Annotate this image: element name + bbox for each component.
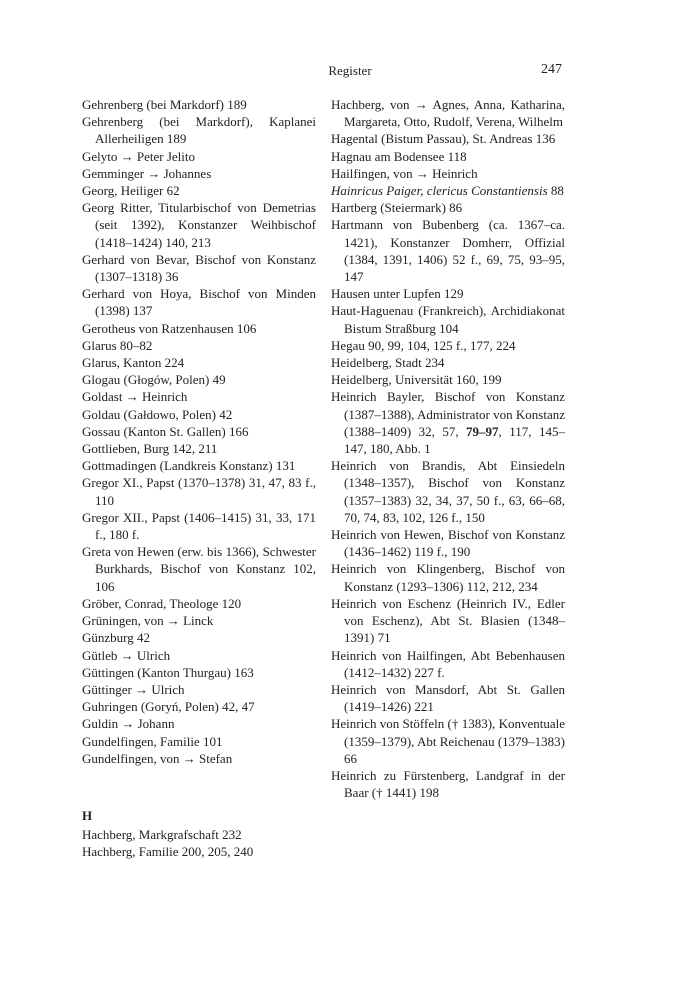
index-entry: [82, 371, 316, 388]
index-entry: [331, 647, 565, 681]
index-entry: [82, 165, 316, 182]
section-letter: H: [82, 807, 93, 823]
index-entry-text: Gehrenberg (bei Markdorf), Kaplanei Allerheiligen 189: [82, 114, 316, 147]
index-entry: [82, 320, 316, 337]
index-entry-text: Goldau (Gałdowo, Polen) 42: [82, 406, 233, 422]
index-entry-text: Hartberg (Steiermark) 86: [331, 200, 463, 216]
index-entry-text: Günzburg 42: [82, 630, 151, 646]
index-entry-text: Hausen unter Lupfen 129: [331, 286, 464, 302]
index-entry: [82, 843, 316, 860]
index-entry-text: Glarus, Kanton 224: [82, 355, 185, 371]
index-entry: [331, 595, 565, 647]
index-entry-text: Glogau (Głogów, Polen) 49: [82, 372, 226, 388]
index-entry: [82, 406, 316, 423]
index-entry: [82, 182, 316, 199]
index-entry: [331, 371, 565, 388]
index-entry-text: Hachberg, von → Agnes, Anna, Katharina, Margareta, Otto, Rudolf, Verena, Wilhelm: [331, 97, 565, 130]
page-header-title: Register: [328, 63, 372, 78]
index-entry-text: Heinrich von Hewen, Bischof von Konstanz (1436–1462) 119 f., 190: [331, 527, 565, 560]
index-entry: [331, 457, 565, 526]
index-entry-text: Gerhard von Hoya, Bischof von Minden (1398) 137: [82, 286, 316, 319]
index-entry: [82, 251, 316, 285]
index-entry-text: Hainricus Paiger, clericus Constantiensis: [331, 183, 548, 199]
index-entry-text: Guldin → Johann: [82, 716, 175, 732]
index-entry-text: 88: [547, 183, 564, 199]
index-entry: [331, 148, 565, 165]
index-entry: [82, 423, 316, 440]
index-entry-text: Goldast → Heinrich: [82, 389, 188, 405]
index-entry-list: [82, 826, 316, 860]
index-entry: [331, 388, 565, 457]
index-entry-text: Gundelfingen, von → Stefan: [82, 750, 233, 766]
index-entry: [331, 681, 565, 715]
index-entry-text: Heinrich von Brandis, Abt Einsiedeln (1348–1357), Bischof von Konstanz (1357–1383) 32, 34, 37, 50 f., 63, 66–68, 70, 74, 83, 102, 126 f., 150: [331, 458, 565, 525]
index-entry: [82, 199, 316, 251]
index-entry: [82, 440, 316, 457]
index-entry-text: Güttingen (Kanton Thurgau) 163: [82, 664, 254, 680]
index-entry: [82, 750, 316, 767]
index-entry-text: Georg, Heiliger 62: [82, 183, 180, 199]
index-entry: [331, 199, 565, 216]
index-entry: [82, 543, 316, 595]
index-entry-text: Heinrich von Klingenberg, Bischof von Konstanz (1293–1306) 112, 212, 234: [331, 561, 565, 594]
index-entry-text: Heidelberg, Universität 160, 199: [331, 372, 502, 388]
index-entry: [82, 595, 316, 612]
index-entry: [82, 733, 316, 750]
index-entry-text: Gerhard von Bevar, Bischof von Konstanz (1307–1318) 36: [82, 251, 316, 285]
index-entry-text: Heinrich von Mansdorf, Abt St. Gallen (1419–1426) 221: [331, 681, 565, 715]
index-entry-text: Güttinger → Ulrich: [82, 681, 185, 697]
index-entry-text: Gregor XII., Papst (1406–1415) 31, 33, 171 f., 180 f.: [82, 509, 316, 543]
index-entry-text: Hachberg, Familie 200, 205, 240: [82, 844, 254, 860]
index-entry-list: [82, 96, 316, 767]
index-entry: [331, 715, 565, 767]
index-entry-text: Heinrich Bayler, Bischof von Konstanz (1387–1388), Administrator von Konstanz (1388–1409) 32, 57,: [331, 389, 565, 439]
index-entry-text: Gregor XI., Papst (1370–1378) 31, 47, 83 f., 110: [82, 475, 316, 508]
index-entry: [82, 826, 316, 843]
index-entry-text: Heinrich von Eschenz (Heinrich IV., Edler von Eschenz), Abt St. Blasien (1348–1391) 71: [331, 595, 565, 646]
index-entry-text: , 117, 145–147, 180, Abb. 1: [344, 423, 565, 457]
index-entry-text: 79–97: [466, 423, 499, 439]
index-entry-text: Gütleb → Ulrich: [82, 647, 171, 663]
index-entry: [82, 612, 316, 629]
index-entry: [331, 337, 565, 354]
index-entry-text: Gerotheus von Ratzenhausen 106: [82, 320, 257, 336]
index-entry: [82, 285, 316, 319]
index-entry-text: Hachberg, Markgrafschaft 232: [82, 827, 242, 843]
index-entry-text: Grüningen, von → Linck: [82, 613, 214, 629]
index-entry-text: Gossau (Kanton St. Gallen) 166: [82, 423, 249, 439]
index-entry: [82, 474, 316, 508]
index-entry: [82, 337, 316, 354]
index-entry-text: Heinrich zu Fürstenberg, Landgraf in der Baar († 1441) 198: [331, 767, 565, 801]
index-entry: [331, 767, 565, 801]
index-entry: [82, 148, 316, 165]
index-entry: [331, 130, 565, 147]
index-entry: [82, 664, 316, 681]
index-entry: [82, 457, 316, 474]
index-entry-text: Hagental (Bistum Passau), St. Andreas 136: [331, 131, 556, 147]
index-entry-list: [331, 96, 565, 801]
index-entry-text: Glarus 80–82: [82, 337, 153, 353]
index-entry: [331, 182, 565, 199]
index-entry: [82, 698, 316, 715]
page-number: 247: [541, 62, 562, 77]
index-entry-text: Georg Ritter, Titularbischof von Demetrias (seit 1392), Konstanzer Weihbischof (1418–1424) 140, 213: [82, 200, 316, 250]
index-entry: [82, 509, 316, 543]
index-entry: [331, 526, 565, 560]
index-entry: [331, 216, 565, 285]
index-entry: [331, 302, 565, 336]
index-entry-text: Heinrich von Hailfingen, Abt Bebenhausen (1412–1432) 227 f.: [331, 647, 565, 680]
index-entry: [82, 681, 316, 698]
index-entry: [82, 629, 316, 646]
index-entry-text: Hailfingen, von → Heinrich: [331, 165, 478, 181]
index-entry-text: Heidelberg, Stadt 234: [331, 355, 445, 371]
index-entry: [82, 113, 316, 147]
index-column-left: [82, 96, 316, 861]
index-entry-text: Guhringen (Goryń, Polen) 42, 47: [82, 699, 255, 715]
index-entry: [331, 560, 565, 594]
index-entry-text: Haut-Haguenau (Frankreich), Archidiakonat Bistum Straßburg 104: [331, 303, 565, 336]
index-entry: [82, 715, 316, 732]
index-entry-text: Hegau 90, 99, 104, 125 f., 177, 224: [331, 337, 516, 353]
index-entry: [82, 647, 316, 664]
index-entry-text: Gemminger → Johannes: [82, 165, 212, 181]
index-entry-text: Gehrenberg (bei Markdorf) 189: [82, 97, 247, 112]
index-entry: [82, 96, 316, 113]
index-entry-text: Hartmann von Bubenberg (ca. 1367–ca. 1421), Konstanzer Domherr, Offizial (1384, 1391, 1406) 52 f., 69, 75, 93–95, 147: [331, 217, 565, 285]
index-entry-text: Hagnau am Bodensee 118: [331, 148, 467, 164]
index-entry-text: Heinrich von Stöffeln († 1383), Konventuale (1359–1379), Abt Reichenau (1379–1383) 66: [331, 716, 565, 766]
index-column-right: [331, 96, 565, 801]
index-entry: [331, 96, 565, 130]
index-entry-text: Gelyto → Peter Jelito: [82, 148, 196, 164]
index-entry: [331, 165, 565, 182]
index-entry: [82, 388, 316, 405]
index-entry-text: Gröber, Conrad, Theologe 120: [82, 595, 242, 611]
index-entry-text: Gottlieben, Burg 142, 211: [82, 441, 218, 457]
index-entry: [82, 354, 316, 371]
index-entry: [331, 285, 565, 302]
index-entry-text: Gundelfingen, Familie 101: [82, 733, 223, 749]
index-entry: [331, 354, 565, 371]
index-entry-text: Gottmadingen (Landkreis Konstanz) 131: [82, 458, 296, 474]
index-entry-text: Greta von Hewen (erw. bis 1366), Schwester Burkhards, Bischof von Konstanz 102, 106: [82, 544, 316, 594]
